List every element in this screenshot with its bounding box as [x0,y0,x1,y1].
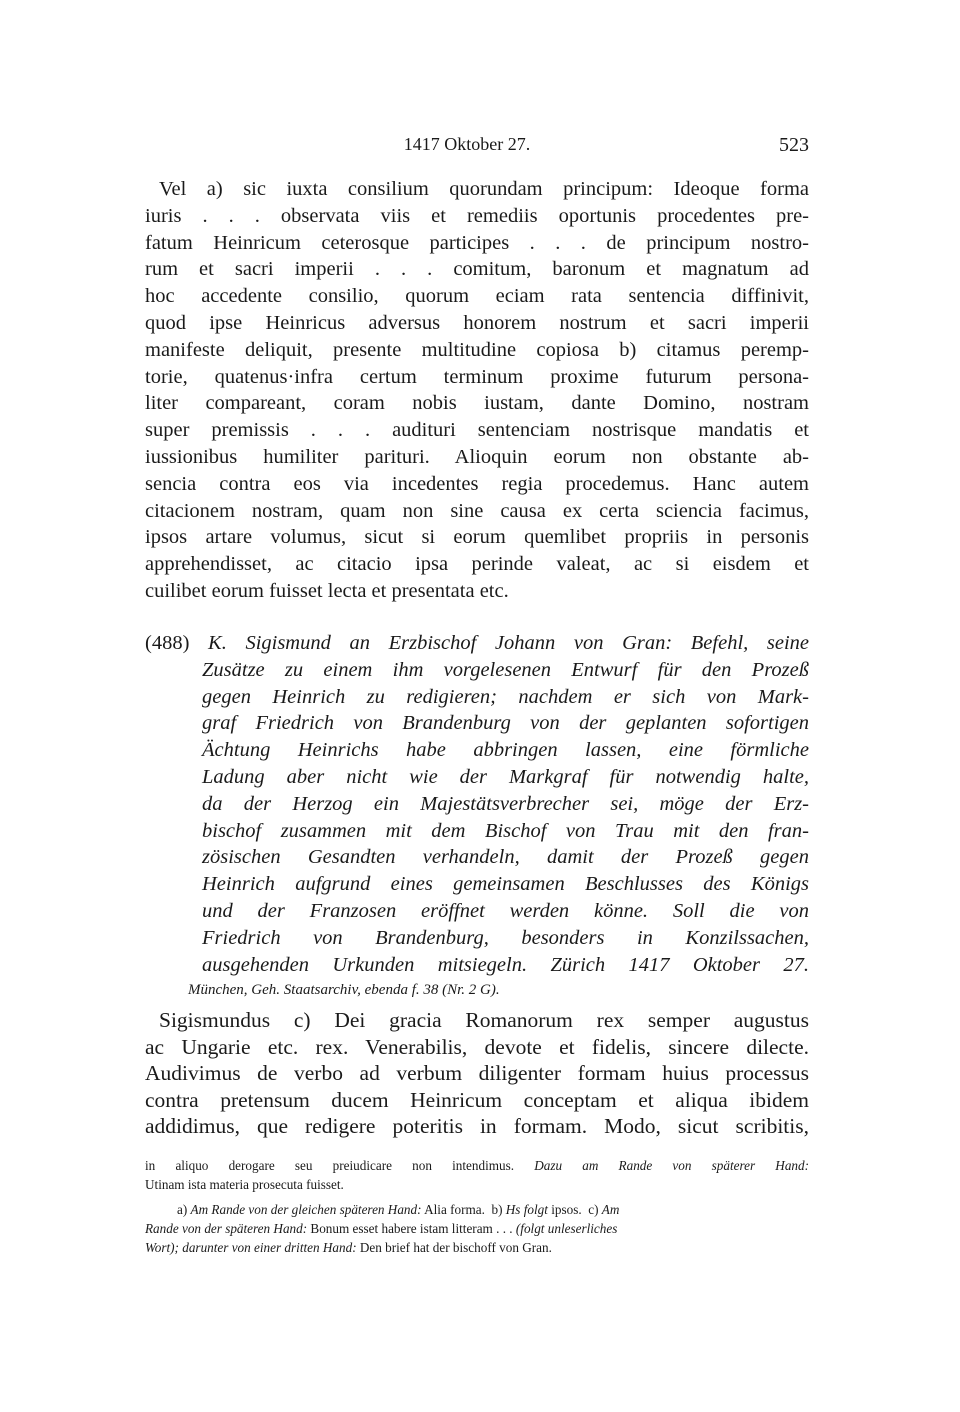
regest-number: (488) [145,632,190,654]
regest-line: Ladung aber nicht wie der Markgraf für notwendig halte, [202,765,809,788]
text-line: quod ipse Heinricus adversus honorem nostrum et sacri imperii [145,311,809,334]
text-line: liter compareant, coram nobis iustam, dante Domino, nostram [145,392,809,415]
text-line: apprehendisset, ac citacio ipsa perinde valeat, ac si eisdem et [145,553,809,576]
footnote-text: Alia forma. [424,1202,485,1217]
regest-line: gegen Heinrich zu redigieren; nachdem er sich von Mark- [202,685,809,708]
page-header [145,134,809,158]
regest-block [145,630,809,978]
footnote-marker: b) [491,1202,503,1217]
regest-first-line [145,630,809,657]
footnote-line [145,1238,809,1257]
text-line: citacionem nostram, quam non sine causa ex certa sciencia facimus, [145,499,809,522]
regest-line: K. Sigismund an Erzbischof Johann von Gran: Befehl, seine [208,632,810,654]
text-line: Vel a) sic iuxta consilium quorundam principum: Ideoque forma [159,178,809,200]
regest-line: Zusätze zu einem ihm vorgelesenen Entwurf für den Prozeß [202,658,809,681]
footnote-text: Bonum esset habere istam litteram . . . [310,1221,513,1236]
footnote-line: Utinam ista materia prosecuta fuisset. [145,1177,344,1192]
letter-line: ac Ungarie etc. rex. Venerabilis, devote et fidelis, sincere dilecte. [145,1034,809,1059]
running-head: 1417 Oktober 27. [403,134,531,154]
regest-line: Heinrich aufgrund eines gemeinsamen Beschlusses des Königs [202,873,809,896]
letter-line: contra pretensum ducem Heinricum conceptam et aliqua ibidem [145,1087,809,1112]
footnote-marker: c) [588,1202,599,1217]
text-line: manifeste deliquit, presente multitudine copiosa b) citamus peremp- [145,338,809,361]
regest-line: graf Friedrich von Brandenburg von der geplanten sofortigen [202,712,809,735]
text-line: fatum Heinricum ceterosque participes . . . de principum nostro- [145,231,809,254]
footnote-text: Wort); darunter von einer dritten Hand: [145,1240,357,1255]
footnote-text: (folgt unleserliches [515,1221,618,1236]
footnote-text: Dazu am Rande von späterer Hand: [534,1158,809,1173]
footnotes [145,1156,809,1257]
regest-line: ausgehenden Urkunden mitsiegeln. Zürich 1417 Oktober 27. [202,953,809,976]
footnote-marker: a) [177,1202,188,1217]
text-line: iussionibus humiliter parituri. Alioquin eorum non obstante ab- [145,445,809,468]
page-number: 523 [779,134,809,156]
footnote-line [145,1219,809,1238]
footnote-text: Hs folgt [505,1202,548,1217]
text-line: iuris . . . observata viis et remediis oportunis procedentes pre- [145,204,809,227]
regest-line: da der Herzog ein Majestätsverbrecher sei, möge der Erz- [202,792,809,815]
letter-line: Sigismundus c) Dei gracia Romanorum rex semper augustus [159,1008,809,1032]
regest-line: Friedrich von Brandenburg, besonders in Konzilssachen, [202,926,809,949]
archival-source: München, Geh. Staatsarchiv, ebenda f. 38 (Nr. 2 G). [188,982,500,998]
text-line: cuilibet eorum fuisset lecta et presentata etc. [145,579,509,602]
footnote-line [145,1200,809,1219]
footnote-text: Am Rande von der gleichen späteren Hand: [190,1202,422,1217]
letter-line: addidimus, que redigere poteritis in formam. Modo, sicut scribitis, [145,1114,809,1138]
letter-line: Audivimus de verbo ad verbum diligenter formam huius processus [145,1061,809,1085]
text-line: hoc accedente consilio, quorum eciam rata sentencia diffinivit, [145,285,809,308]
text-line: ipsos artare volumus, sicut si eorum quemlibet propriis in personis [145,526,809,549]
regest-line: und der Franzosen eröffnet werden könne. Soll die von [202,899,809,922]
footnote-text: Am [601,1202,620,1217]
text-line: rum et sacri imperii . . . comitum, baronum et magnatum ad [145,258,809,281]
text-line: sencia contra eos via incedentes regia procedemus. Hanc autem [145,472,809,495]
intro-paragraph [145,176,809,605]
regest-line: zösischen Gesandten verhandeln, damit der Prozeß gegen [202,846,809,869]
letter-text [145,1007,809,1140]
footnote-line [145,1156,809,1175]
text-line: super premissis . . . audituri sentenciam nostrisque mandatis et [145,419,809,442]
footnote-text: ipsos. [551,1202,582,1217]
footnote-text: Den brief hat der bischoff von Gran. [359,1240,552,1255]
regest-line: bischof zusammen mit dem Bischof von Trau mit den fran- [202,819,809,842]
footnote-text: in aliquo derogare seu preiudicare non intendimus. [145,1158,515,1173]
text-line: torie, quatenus·infra certum terminum proxime futurum persona- [145,365,809,388]
footnote-text: Rande von der späteren Hand: [145,1221,308,1236]
regest-line: Ächtung Heinrichs habe abbringen lassen, eine förmliche [202,739,809,762]
